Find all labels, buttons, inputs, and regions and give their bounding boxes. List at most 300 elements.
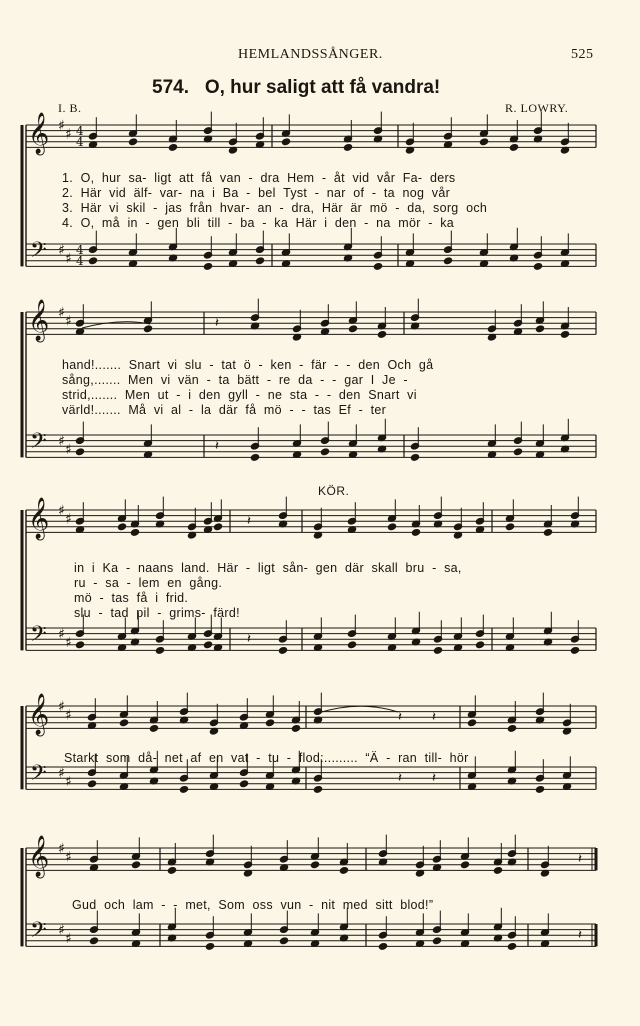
lyric-syllable: vi: [109, 201, 119, 215]
treble-clef-icon: 𝄞: [28, 300, 50, 341]
lyric-syllable: bel: [258, 186, 276, 200]
lyric-syllable: ligt: [257, 561, 276, 575]
note-head: [379, 943, 388, 951]
lyric-syllable: ka: [274, 216, 289, 230]
bass-clef-icon: 𝄢: [30, 761, 47, 791]
time-signature-denominator: 4: [76, 254, 84, 268]
lyric-syllable: mör: [398, 216, 421, 230]
key-signature-sharp: ♯: [58, 503, 65, 519]
lyric-syllable: från: [189, 201, 213, 215]
note-head: [169, 144, 178, 152]
lyric-syllable: Må: [128, 403, 147, 417]
lyric-syllable: slu: [74, 606, 91, 620]
lyric-syllable: -: [395, 201, 400, 215]
lyric-syllable: -: [266, 373, 272, 387]
lyric-syllable: Snart: [128, 358, 161, 372]
lyric-syllable: -: [314, 186, 320, 200]
lyric-syllable: den: [338, 388, 361, 402]
note-head: [508, 943, 517, 951]
lyric-syllable: ö: [243, 358, 251, 372]
lyric-syllable: -: [248, 171, 253, 185]
lyric-syllable: i: [324, 216, 328, 230]
lyric-syllable: ka: [440, 216, 455, 230]
lyric-syllable: vår: [376, 171, 396, 185]
lyric-syllable: nar: [326, 186, 346, 200]
rest-symbol: 𝄽: [432, 710, 436, 725]
lyric-syllable: -: [299, 358, 304, 372]
note-head: [349, 325, 358, 333]
note-head: [168, 867, 177, 875]
lyric-syllable: sa,: [444, 561, 462, 575]
lyric-syllable: gång.: [189, 576, 223, 590]
lyric-syllable: vi: [160, 373, 171, 387]
lyric-syllable: -: [428, 216, 433, 230]
lyric-syllable: grims-: [169, 606, 206, 620]
note-head: [561, 331, 570, 339]
lyric-syllable: Men: [128, 373, 154, 387]
note-head: [374, 263, 383, 271]
lyric-syllable: -: [358, 403, 364, 417]
lyric-syllable: 3.: [62, 201, 74, 215]
lyric-syllable: åt: [333, 171, 345, 185]
lyric-syllable: -: [176, 388, 181, 402]
hymn-title: O, hur saligt att få vandra!: [204, 77, 441, 98]
note-head: [156, 647, 165, 655]
lyric-syllable: da: [298, 373, 313, 387]
lyric-syllable: Här: [80, 201, 102, 215]
lyrics-s1-verse4: [62, 216, 454, 230]
key-signature-sharp: ♯: [65, 313, 72, 330]
lyric-syllable: fär: [311, 358, 327, 372]
lyric-syllable: ken: [270, 358, 292, 372]
lyric-syllable: slu: [184, 358, 202, 372]
note-head: [468, 719, 477, 727]
lyric-syllable: re: [278, 373, 291, 387]
key-signature-sharp: ♯: [58, 765, 65, 782]
lyric-syllable: -: [321, 171, 327, 185]
lyrics-s3-line3: [74, 591, 188, 605]
lyric-syllable: hör: [449, 751, 469, 765]
note-head: [89, 257, 98, 265]
note-head: [506, 523, 515, 531]
lyric-syllable: där: [344, 561, 364, 575]
treble-clef-icon: 𝄞: [28, 113, 50, 154]
lyric-syllable: sa: [105, 576, 120, 590]
chorus-label: KÖR.: [318, 484, 350, 498]
note-head: [118, 523, 127, 531]
lyric-syllable: la: [200, 403, 212, 417]
key-signature-sharp: ♯: [58, 242, 65, 259]
lyric-syllable: -: [173, 898, 178, 912]
key-signature-sharp: ♯: [65, 251, 72, 267]
lyric-syllable: -: [403, 373, 408, 387]
lyric-syllable: -: [334, 358, 339, 372]
lyric-syllable: af: [190, 751, 202, 765]
lyric-syllable: att: [178, 171, 194, 185]
treble-clef-icon: 𝄞: [28, 498, 50, 539]
note-head: [571, 647, 580, 655]
lyric-syllable: bru: [405, 561, 425, 575]
lyric-syllable: jas: [165, 201, 183, 215]
key-signature-sharp: ♯: [65, 442, 72, 458]
lyric-syllable: Här: [80, 186, 102, 200]
lyrics-s3-line2: [74, 576, 222, 590]
lyric-syllable: -: [301, 403, 306, 417]
lyric-syllable: där: [218, 403, 238, 417]
lyric-syllable: hvar-: [219, 201, 250, 215]
lyric-syllable: är: [350, 201, 363, 215]
note-head: [266, 719, 275, 727]
lyric-syllable: -: [255, 388, 261, 402]
note-head: [251, 454, 260, 462]
lyric-syllable: -: [256, 751, 261, 765]
tie-slur: [82, 322, 150, 328]
lyric-syllable: strid,.......: [62, 388, 118, 402]
lyric-syllable: -: [286, 751, 292, 765]
lyric-syllable: och: [466, 201, 488, 215]
note-head: [150, 725, 159, 733]
bass-clef-icon: 𝄢: [30, 622, 47, 652]
lyrics-s2-verse2: [62, 373, 408, 387]
lyric-syllable: -: [125, 561, 131, 575]
rest-symbol: 𝄽: [398, 710, 402, 725]
lyric-syllable: till: [207, 216, 221, 230]
lyric-syllable: Och: [387, 358, 412, 372]
lyric-syllable: Här: [295, 216, 317, 230]
lyric-syllable: få: [245, 403, 257, 417]
note-head: [444, 257, 453, 265]
key-signature-sharp: ♯: [58, 626, 65, 643]
lyric-syllable: vid: [352, 171, 370, 185]
lyric-syllable: Je: [382, 373, 396, 387]
lyric-syllable: gen: [315, 561, 338, 575]
note-head: [378, 331, 387, 339]
rest-symbol: 𝄽: [398, 771, 402, 786]
lyric-syllable: sorg: [433, 201, 459, 215]
lyric-syllable: -: [258, 358, 263, 372]
rest-symbol: 𝄽: [432, 771, 436, 786]
lyric-syllable: al: [171, 403, 182, 417]
lyric-syllable: bli: [186, 216, 201, 230]
lyric-syllable: då-: [138, 751, 158, 765]
note-head: [256, 257, 265, 265]
lyric-syllable: -: [432, 561, 437, 575]
lyric-syllable: Men: [124, 388, 151, 402]
lyric-syllable: -: [246, 186, 251, 200]
lyric-syllable: Ef: [338, 403, 352, 417]
note-head: [76, 448, 85, 456]
lyric-syllable: vän: [178, 373, 200, 387]
lyric-syllable: -: [364, 216, 369, 230]
lyric-syllable: vid: [109, 186, 127, 200]
lyric-syllable: O,: [80, 171, 95, 185]
note-head: [494, 867, 503, 875]
lyric-syllable: vat: [231, 751, 249, 765]
lyric-syllable: Här: [321, 201, 343, 215]
lyric-syllable: tas: [111, 591, 130, 605]
lyric-syllable: -: [371, 186, 377, 200]
lyric-syllable: hur: [101, 171, 121, 185]
lyric-syllable: var-: [159, 186, 183, 200]
lyric-syllable: ligt: [154, 171, 172, 185]
note-head: [340, 867, 349, 875]
note-head: [344, 144, 353, 152]
lyric-syllable: 1.: [62, 171, 74, 185]
note-head: [204, 641, 213, 649]
lyric-syllable: och: [104, 898, 126, 912]
lyric-syllable: mö: [369, 201, 388, 215]
lyrics-s4-line1: [64, 751, 469, 765]
note-head: [534, 263, 543, 271]
note-head: [131, 529, 140, 537]
lyric-syllable: dra,: [291, 201, 315, 215]
key-signature-sharp: ♯: [58, 922, 65, 939]
lyric-syllable: den: [334, 216, 357, 230]
note-head: [314, 786, 323, 794]
note-head: [321, 448, 330, 456]
lyric-syllable: i: [155, 591, 159, 605]
rest-symbol: 𝄽: [215, 439, 219, 454]
key-signature-sharp: ♯: [65, 849, 72, 866]
lyric-syllable: -: [386, 751, 391, 765]
key-signature-sharp: ♯: [58, 305, 65, 321]
key-signature-sharp: ♯: [58, 118, 65, 134]
rest-symbol: 𝄽: [247, 514, 251, 529]
lyric-syllable: i: [212, 186, 216, 200]
lyric-syllable: gen: [157, 216, 180, 230]
lyric-syllable: met,: [185, 898, 211, 912]
key-signature-sharp: ♯: [58, 841, 65, 857]
lyric-syllable: Gud: [72, 898, 97, 912]
lyric-syllable: -: [309, 898, 314, 912]
lyric-syllable: värld!.......: [62, 403, 121, 417]
lyric-syllable: van: [219, 171, 241, 185]
lyric-syllable: -: [320, 373, 325, 387]
lyric-syllable: in: [127, 216, 138, 230]
rest-symbol: 𝄽: [247, 632, 251, 647]
lyric-syllable: land.: [181, 561, 210, 575]
bass-clef-icon: 𝄢: [30, 918, 47, 948]
lyric-syllable: sitt: [375, 898, 393, 912]
lyric-syllable: -: [157, 606, 162, 620]
note-head: [433, 937, 442, 945]
time-signature-numerator: 4: [76, 124, 84, 138]
note-head: [514, 448, 523, 456]
lyric-syllable: vi: [167, 358, 178, 372]
lyric-syllable: må: [101, 216, 120, 230]
lyrics-s2-verse3: [62, 388, 417, 402]
lyric-syllable: oss: [252, 898, 273, 912]
lyric-syllable: ders: [429, 171, 456, 185]
time-signature-denominator: 4: [76, 135, 84, 149]
treble-clef-icon: 𝄞: [28, 836, 50, 877]
lyric-syllable: ru: [74, 576, 86, 590]
lyric-syllable: blod!”: [400, 898, 434, 912]
note-head: [411, 454, 420, 462]
lyric-syllable: ta: [218, 373, 230, 387]
lyric-syllable: sång,.......: [62, 373, 121, 387]
lyric-syllable: gyll: [228, 388, 249, 402]
lyric-syllable: pil: [136, 606, 150, 620]
composer-credit: R. LOWRY.: [505, 101, 569, 115]
note-head: [282, 138, 291, 146]
lyric-syllable: färd!: [213, 606, 240, 620]
lyric-syllable: sån-: [282, 561, 309, 575]
note-head: [280, 937, 289, 945]
note-head: [206, 943, 215, 951]
key-signature-sharp: ♯: [58, 433, 65, 450]
note-head: [90, 937, 99, 945]
lyric-syllable: skall: [371, 561, 398, 575]
lyric-syllable: 2.: [62, 186, 74, 200]
note-head: [434, 647, 443, 655]
lyric-syllable: -: [332, 373, 337, 387]
lyric-syllable: -: [161, 898, 166, 912]
lyric-syllable: gå: [418, 358, 434, 372]
note-head: [279, 647, 288, 655]
lyric-syllable: of: [353, 186, 365, 200]
lyric-syllable: gar: [344, 373, 364, 387]
lyric-syllable: ran: [398, 751, 418, 765]
key-signature-sharp: ♯: [65, 707, 72, 724]
lyric-syllable: net: [164, 751, 183, 765]
lyrics-s1-verse2: [62, 186, 450, 200]
note-head: [311, 861, 320, 869]
note-head: [292, 725, 301, 733]
lyric-syllable: -: [289, 403, 294, 417]
lyric-syllable: tas: [313, 403, 332, 417]
lyric-syllable: -: [145, 216, 150, 230]
note-head: [120, 719, 129, 727]
lyric-syllable: i: [91, 561, 95, 575]
lyric-syllable: Som: [218, 898, 245, 912]
rest-symbol: 𝄽: [578, 852, 582, 867]
lyric-syllable: -: [188, 403, 194, 417]
note-head: [132, 861, 141, 869]
lyrics-s2-verse4: [62, 403, 386, 417]
rest-symbol: 𝄽: [215, 316, 219, 331]
lyric-syllable: -: [314, 388, 320, 402]
lyrics-s1-verse1: [62, 171, 455, 185]
lyric-syllable: med: [342, 898, 368, 912]
lyric-syllable: -: [126, 576, 132, 590]
note-head: [536, 325, 545, 333]
lyric-syllable: Starkt: [64, 751, 99, 765]
lyric-syllable: nog: [402, 186, 425, 200]
note-head: [412, 529, 421, 537]
lyrics-s1-verse3: [62, 201, 487, 215]
lyrics-s5-line1: [72, 898, 433, 912]
lyric-syllable: ne: [267, 388, 283, 402]
key-signature-sharp: ♯: [65, 931, 72, 947]
lyric-syllable: vi: [153, 403, 164, 417]
lyric-syllable: vi: [407, 388, 417, 402]
lyric-syllable: “Ä: [365, 751, 379, 765]
lyric-syllable: den: [358, 358, 380, 372]
lyric-syllable: ter: [370, 403, 387, 417]
lyric-syllable: -: [98, 606, 103, 620]
time-signature-numerator: 4: [76, 243, 84, 257]
note-head: [510, 144, 519, 152]
lyric-syllable: hand!.......: [62, 358, 122, 372]
note-head: [476, 641, 485, 649]
lyric-syllable: få: [201, 171, 213, 185]
key-signature-sharp: ♯: [65, 774, 72, 790]
lyric-syllable: -: [93, 576, 98, 590]
note-head: [180, 786, 189, 794]
lyric-syllable: Hem: [287, 171, 315, 185]
lyric-syllable: Här: [217, 561, 239, 575]
note-head: [88, 780, 97, 788]
lyric-syllable: sta: [289, 388, 308, 402]
lyric-syllable: -: [99, 591, 104, 605]
lyrics-s3-line1: [74, 561, 462, 575]
lyric-syllable: ut: [157, 388, 169, 402]
lyric-syllable: -: [228, 216, 233, 230]
key-signature-sharp: ♯: [65, 511, 72, 528]
lyric-syllable: lam: [132, 898, 154, 912]
lyric-syllable: -: [279, 201, 284, 215]
lyric-syllable: naans: [137, 561, 174, 575]
lyric-syllable: få: [136, 591, 148, 605]
note-head: [240, 780, 249, 788]
note-head: [144, 325, 153, 333]
page-number: 525: [571, 47, 594, 62]
lyric-syllable: Ba: [222, 186, 239, 200]
lyric-syllable: na: [190, 186, 205, 200]
lyric-syllable: in: [74, 561, 85, 575]
note-head: [214, 523, 223, 531]
lyric-syllable: -: [209, 358, 214, 372]
lyric-syllable: nit: [321, 898, 336, 912]
treble-clef-icon: 𝄞: [28, 694, 50, 735]
note-head: [461, 861, 470, 869]
lyric-syllable: an: [257, 201, 272, 215]
lyric-syllable: älf-: [133, 186, 153, 200]
note-head: [76, 641, 85, 649]
lyric-syllable: -: [153, 201, 158, 215]
lyric-syllable: bätt: [237, 373, 260, 387]
bass-clef-icon: 𝄢: [30, 429, 47, 459]
lyric-syllable: vår: [431, 186, 451, 200]
note-head: [204, 263, 213, 271]
bass-clef-icon: 𝄢: [30, 238, 47, 268]
key-signature-sharp: ♯: [58, 699, 65, 715]
note-head: [508, 725, 517, 733]
lyric-syllable: en: [167, 576, 182, 590]
note-head: [348, 641, 357, 649]
lyric-syllable: vun: [280, 898, 302, 912]
lyric-syllable: -: [245, 561, 251, 575]
lyrics-s2-verse1: [62, 358, 433, 372]
running-title: HEMLANDSSÅNGER.: [238, 47, 383, 62]
key-signature-sharp: ♯: [65, 635, 72, 651]
lyric-syllable: -: [326, 388, 332, 402]
lyric-syllable: na: [376, 216, 391, 230]
lyric-syllable: Ka: [102, 561, 119, 575]
lyric-syllable: mö: [263, 403, 282, 417]
lyric-syllable: -: [262, 216, 267, 230]
lyrics-s3-line4: [74, 606, 240, 620]
lyric-syllable: ta: [383, 186, 395, 200]
lyric-syllable: flod:.........: [298, 751, 358, 765]
lyric-syllable: en: [208, 751, 224, 765]
lyric-syllable: I: [370, 373, 375, 387]
lyric-syllable: -: [206, 373, 212, 387]
lyric-syllable: frid.: [165, 591, 189, 605]
lyric-syllable: Fa-: [402, 171, 423, 185]
lyric-syllable: ba: [240, 216, 255, 230]
